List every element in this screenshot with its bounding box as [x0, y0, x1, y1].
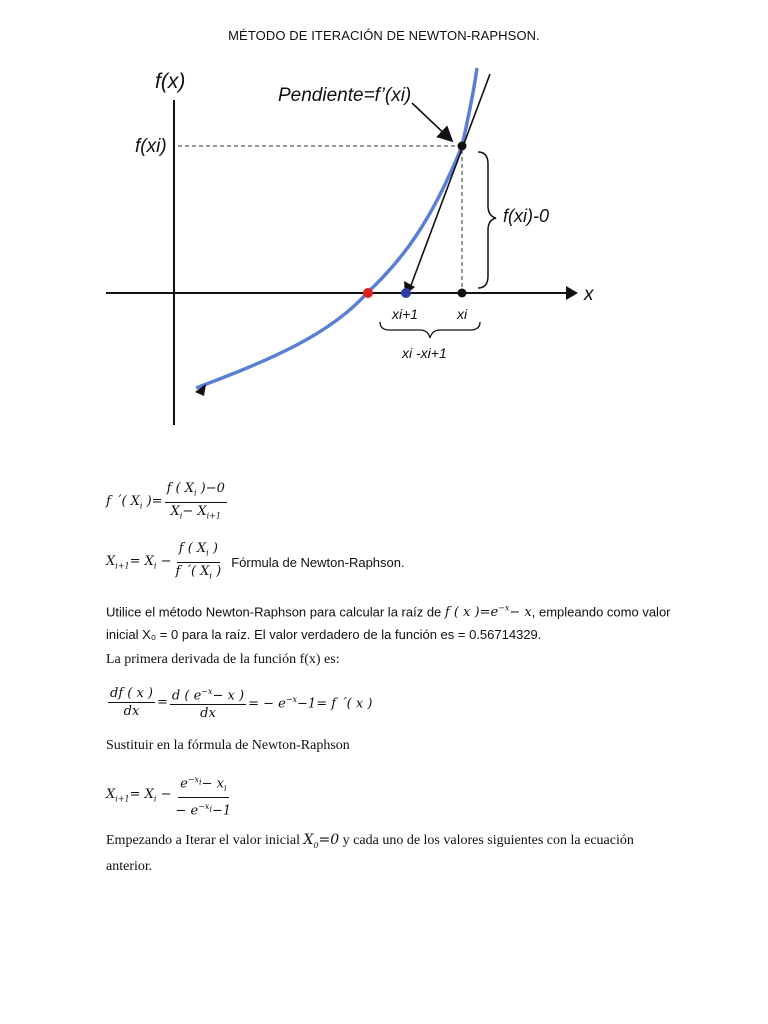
x-axis-label: x [584, 284, 594, 305]
xi1-label: xi+1 [392, 306, 419, 322]
derivative-approx-formula: f ´( $X_i$ )= $\frac{f ( X_i )-0}{X_i- X_{i+1}}$ [106, 481, 225, 521]
derivative-heading: La primera derivada de la función f(x) es: [106, 652, 340, 667]
problem-statement [106, 598, 706, 646]
vertical-brace [478, 152, 496, 288]
brace-label: f(xi)-0 [503, 206, 549, 226]
iterate-paragraph [106, 830, 706, 877]
x-axis-arrowhead [566, 286, 578, 300]
tangent-point [458, 142, 467, 151]
fxi-label: f(xi) [135, 136, 167, 157]
slope-pointer-arrow [412, 103, 451, 140]
next-approx-point [401, 288, 411, 298]
xi-point [458, 289, 467, 298]
substitute-heading: Sustituir en la fórmula de Newton-Raphson [106, 738, 350, 753]
function-expression: f ( x )$=e^{-x}- x$ [444, 604, 532, 621]
page-title: MÉTODO DE ITERACIÓN DE NEWTON-RAPHSON. [228, 28, 540, 43]
intro-text-a: Utilice el método Newton-Raphson para calcular la raíz de [106, 604, 442, 620]
iterate-text-c: anterior. [106, 858, 153, 874]
intro-text-c: inicial X₀ = 0 para la raíz. El valor verdadero de la función es = 0.56714329. [106, 627, 542, 643]
difference-label: xi -xi+1 [402, 345, 447, 361]
xi-label: xi [457, 306, 468, 322]
newton-raphson-formula: $X_{i+1}= X_i$ − $\frac{f ( X_i )}{f ´( X_i )}$ Fórmula de Newton-Raphson. [106, 541, 405, 581]
initial-value-expression: $X_0=0$ [303, 832, 340, 850]
formula-caption: Fórmula de Newton-Raphson. [231, 554, 405, 570]
slope-label: Pendiente=f’(xi) [278, 85, 412, 106]
horizontal-brace [380, 322, 480, 338]
intro-text-b: , empleando como valor [531, 604, 671, 620]
newton-raphson-diagram [0, 0, 768, 440]
tangent-line [410, 74, 490, 288]
derivative-formula: $\frac{df ( x )}{dx}$ = $\frac{d ( e^{-x}- x )}{dx}$ = − $e^{-x}-1= f$ ´( x ) [106, 684, 372, 721]
y-axis-label: f(x) [155, 70, 186, 93]
root-point [363, 288, 373, 298]
iterate-text-b: y cada uno de los valores siguientes con la ecuación [342, 833, 634, 848]
substituted-formula: $X_{i+1}= X_i$ − $\frac{e^{-x_i}- x_i}{- e^{-x_i}-1}$ [106, 772, 235, 818]
iterate-text-a: Empezando a Iterar el valor inicial [106, 833, 300, 848]
function-curve [196, 68, 477, 388]
